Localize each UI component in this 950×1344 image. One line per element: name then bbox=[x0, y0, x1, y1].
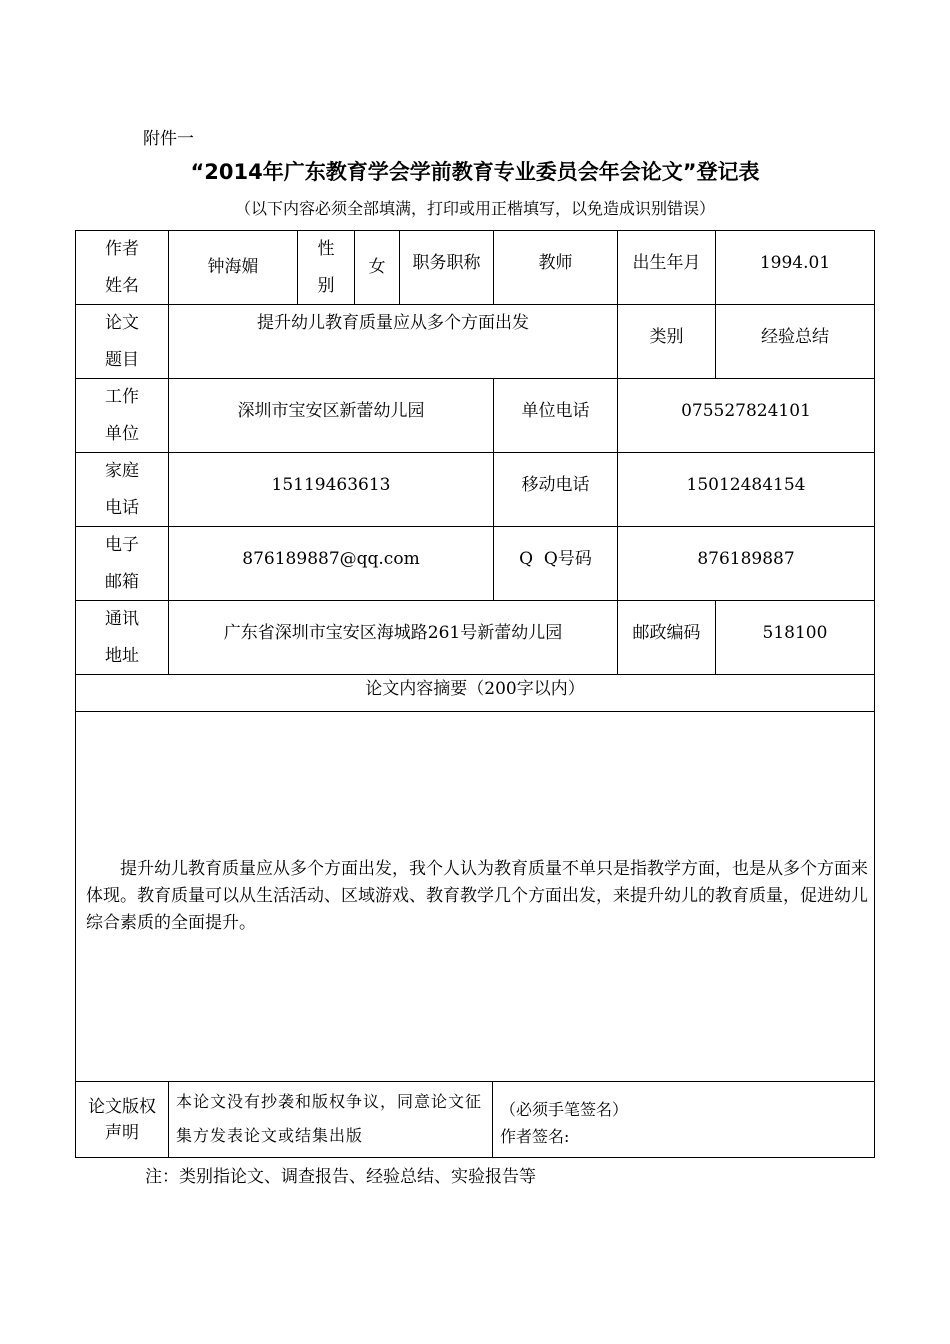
mobile-label: 移动电话 bbox=[521, 474, 590, 495]
mobile-value-cell bbox=[618, 453, 874, 517]
postcode-value: 518100 bbox=[762, 622, 828, 643]
gender-value: 女 bbox=[368, 257, 386, 277]
unit-phone-label: 单位电话 bbox=[521, 400, 590, 421]
postcode-value-cell bbox=[716, 601, 874, 665]
address-label-cell bbox=[76, 601, 168, 674]
birth-value-cell bbox=[716, 231, 874, 295]
abstract-header-cell bbox=[76, 675, 874, 703]
paper-title-value: 提升幼儿教育质量应从多个方面出发 bbox=[257, 313, 529, 333]
position-value-cell bbox=[494, 231, 617, 295]
home-phone-label: 家庭电话 bbox=[105, 460, 139, 518]
signature-label: 作者签名: bbox=[500, 1127, 570, 1146]
form-title: “2014年广东教育学会学前教育专业委员会年会论文”登记表 bbox=[190, 160, 760, 184]
email-label-cell bbox=[76, 527, 168, 600]
birth-value: 1994.01 bbox=[759, 252, 831, 273]
gender-value-cell bbox=[355, 231, 399, 304]
gender-label: 性别 bbox=[317, 238, 335, 296]
abstract-header: 论文内容摘要（200字以内） bbox=[365, 678, 585, 699]
postcode-label: 邮政编码 bbox=[632, 622, 701, 643]
qq-label-cell bbox=[494, 527, 617, 591]
abstract-text: 提升幼儿教育质量应从多个方面出发，我个人认为教育质量不单只是指教学方面，也是从多个方面来体现。教育质量可以从生活活动、区域游戏、教育教学几个方面出发，来提升幼儿的教育质量，促进幼儿综合素质的全面提升。 bbox=[86, 859, 868, 933]
category-value: 经验总结 bbox=[761, 326, 829, 347]
signature-area bbox=[500, 1096, 628, 1150]
footer-note: 注：类别指论文、调查报告、经验总结、实验报告等 bbox=[145, 1167, 536, 1187]
work-unit-label: 工作单位 bbox=[105, 386, 139, 444]
work-unit-value: 深圳市宝安区新蕾幼儿园 bbox=[237, 400, 425, 421]
address-label: 通讯地址 bbox=[105, 608, 139, 666]
home-phone-value: 15119463613 bbox=[271, 474, 391, 495]
mobile-label-cell bbox=[494, 453, 617, 517]
birth-label-cell bbox=[618, 231, 715, 295]
qq-label: Q Q号码 bbox=[519, 548, 592, 569]
signature-note: （必须手笔签名） bbox=[500, 1100, 629, 1119]
copyright-label: 论文版权声明 bbox=[88, 1096, 156, 1143]
position-value: 教师 bbox=[538, 252, 573, 273]
author-label: 作者姓名 bbox=[105, 238, 139, 296]
unit-phone-value-cell bbox=[618, 379, 874, 443]
address-value-cell bbox=[169, 601, 617, 665]
author-value-cell bbox=[169, 231, 297, 304]
attachment-label: 附件一 bbox=[143, 129, 194, 149]
copyright-statement: 本论文没有抄袭和版权争议，同意论文征集方发表论文或结集出版 bbox=[176, 1092, 483, 1145]
unit-phone-label-cell bbox=[494, 379, 617, 443]
mobile-value: 15012484154 bbox=[686, 474, 806, 495]
email-value: 876189887@qq.com bbox=[242, 548, 420, 569]
postcode-label-cell bbox=[618, 601, 715, 665]
work-unit-value-cell bbox=[169, 379, 493, 443]
category-label: 类别 bbox=[649, 326, 684, 347]
gender-label-cell bbox=[298, 231, 354, 304]
copyright-label-cell bbox=[76, 1082, 168, 1157]
category-label-cell bbox=[618, 305, 715, 369]
email-value-cell bbox=[169, 527, 493, 591]
home-phone-label-cell bbox=[76, 453, 168, 526]
category-value-cell bbox=[716, 305, 874, 369]
qq-value-cell bbox=[618, 527, 874, 591]
address-value: 广东省深圳市宝安区海城路261号新蕾幼儿园 bbox=[223, 622, 563, 643]
position-label-cell bbox=[400, 231, 493, 295]
paper-title-label-cell bbox=[76, 305, 168, 378]
work-unit-label-cell bbox=[76, 379, 168, 452]
home-phone-value-cell bbox=[169, 453, 493, 517]
form-instruction: （以下内容必须全部填满，打印或用正楷填写，以免造成识别错误） bbox=[234, 199, 715, 218]
unit-phone-value: 075527824101 bbox=[681, 400, 811, 421]
paper-title-label: 论文题目 bbox=[105, 312, 139, 370]
birth-label: 出生年月 bbox=[632, 252, 701, 273]
author-label-cell bbox=[76, 231, 168, 304]
qq-value: 876189887 bbox=[697, 548, 795, 569]
email-label: 电子邮箱 bbox=[105, 534, 139, 592]
author-value: 钟海媚 bbox=[207, 257, 259, 277]
position-label: 职务职称 bbox=[412, 252, 481, 273]
paper-title-value-cell bbox=[169, 305, 617, 342]
